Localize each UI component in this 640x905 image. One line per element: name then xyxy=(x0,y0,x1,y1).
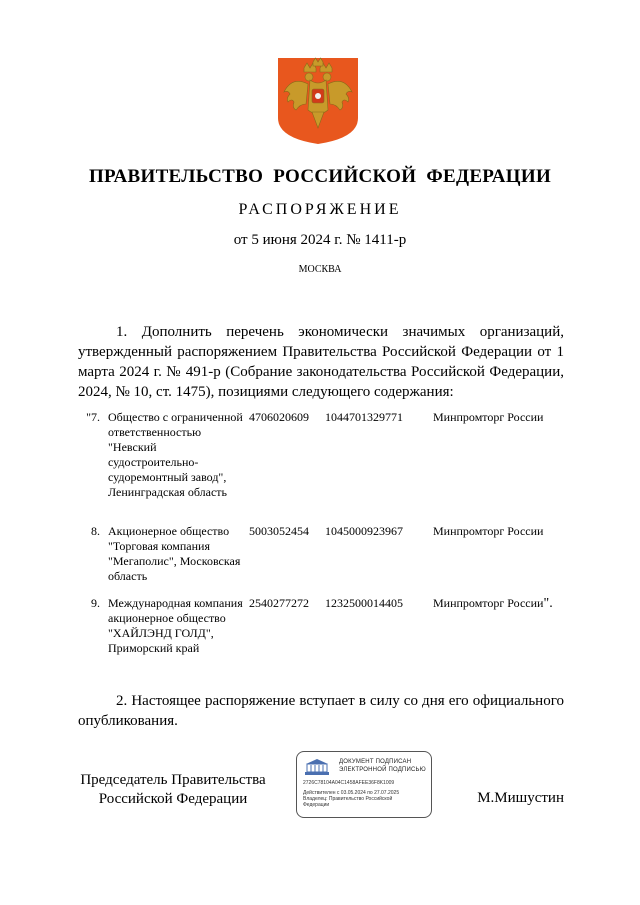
entry-ministry: Минпромторг России". xyxy=(433,596,553,611)
coat-of-arms-icon xyxy=(276,56,360,146)
document-date-number: от 5 июня 2024 г. № 1411-р xyxy=(233,232,407,248)
entry-number: 8. xyxy=(91,524,100,538)
signatory-position: Председатель Правительства Российской Федерации xyxy=(80,772,266,807)
entry-number: "7. xyxy=(86,410,100,424)
document-kind: РАСПОРЯЖЕНИЕ xyxy=(238,201,402,218)
entry-inn: 5003052454 xyxy=(249,524,309,538)
entry-name: Общество с ограниченной ответственностью "Невский судостроительно-судоремонтный завод", Ленинградская область xyxy=(108,410,243,499)
stamp-serial: 2726C78104A04C1458AFEE36F8K1009 xyxy=(303,780,395,786)
government-building-icon xyxy=(303,758,331,776)
entry-ogrn: 1044701329771 xyxy=(325,410,403,424)
entry-inn: 2540277272 xyxy=(249,596,309,610)
entry-ogrn: 1045000923967 xyxy=(325,524,403,538)
entry-ministry: Минпромторг России xyxy=(433,410,544,424)
paragraph-1-text: 1. Дополнить перечень экономически значимых организаций, утвержденный распоряжением Правительства Российской Федерации от 1 марта 2024 г. № 491-р (Собрание законодательства Российской Федерации, 2024, № 10, ст. 1475), позициями следующего содержания: xyxy=(78,324,564,400)
stamp-title: ДОКУМЕНТ ПОДПИСАН ЭЛЕКТРОННОЙ ПОДПИСЬЮ xyxy=(339,759,426,773)
government-title: ПРАВИТЕЛЬСТВО РОССИЙСКОЙ ФЕДЕРАЦИИ xyxy=(88,166,552,187)
stamp-valid: Действителен с 03.05.2024 по 27.07.2025 xyxy=(303,790,400,796)
document-city: МОСКВА xyxy=(298,264,342,275)
entry-name: Акционерное общество "Торговая компания "Мегаполис", Московская область xyxy=(108,524,241,583)
entry-inn: 4706020609 xyxy=(249,410,309,424)
paragraph-2 xyxy=(78,691,564,731)
stamp-owner-line-2: Федерации xyxy=(303,802,330,808)
paragraph-1 xyxy=(78,322,564,402)
entry-ministry: Минпромторг России xyxy=(433,524,544,538)
entry-number: 9. xyxy=(91,596,100,610)
paragraph-2-text: 2. Настоящее распоряжение вступает в силу со дня его официального опубликования. xyxy=(78,693,564,729)
entry-name: Международная компания акционерное общество "ХАЙЛЭНД ГОЛД", Приморский край xyxy=(108,596,243,655)
signatory-name: М.Мишустин xyxy=(477,790,564,806)
stamp-owner-line-1: Владелец: Правительство Российской xyxy=(303,796,393,802)
electronic-signature-stamp xyxy=(296,751,432,818)
entry-ogrn: 1232500014405 xyxy=(325,596,403,610)
